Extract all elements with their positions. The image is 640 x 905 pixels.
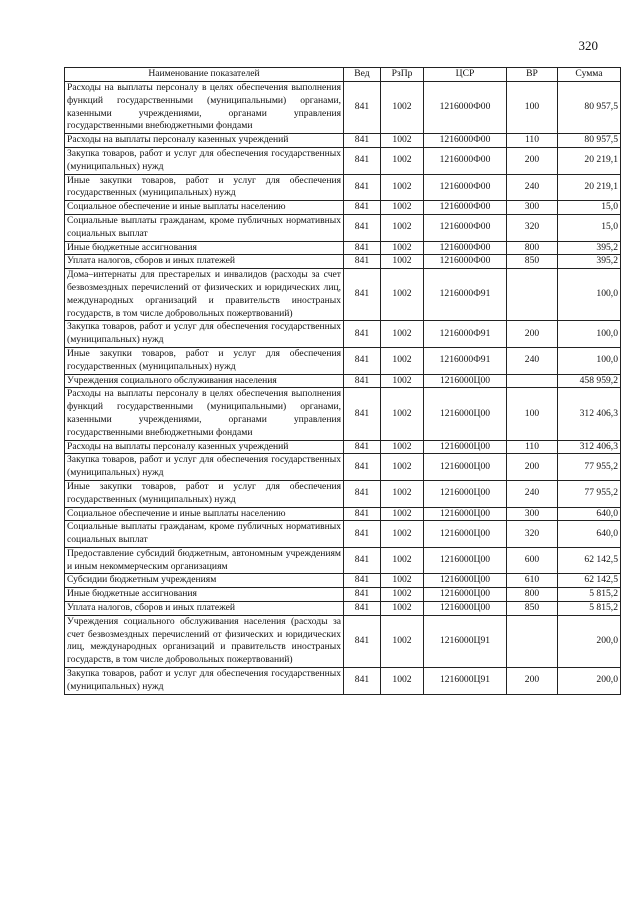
cell-vr: 200 (507, 454, 558, 481)
cell-vr: 300 (507, 507, 558, 521)
cell-csr: 1216000Ц00 (424, 440, 507, 454)
cell-sum: 5 815,2 (558, 588, 621, 602)
cell-sum: 100,0 (558, 347, 621, 374)
cell-csr: 1216000Ц00 (424, 547, 507, 574)
cell-csr: 1216000Ц00 (424, 388, 507, 440)
cell-rzpr: 1002 (381, 134, 424, 148)
table-row (65, 574, 621, 588)
cell-rzpr: 1002 (381, 574, 424, 588)
cell-ved: 841 (344, 255, 381, 269)
cell-ved: 841 (344, 480, 381, 507)
cell-ved: 841 (344, 454, 381, 481)
cell-vr: 110 (507, 440, 558, 454)
cell-name: Иные закупки товаров, работ и услуг для обеспечения государственных (муниципальных) нужд (65, 480, 344, 507)
table-row (65, 201, 621, 215)
cell-rzpr: 1002 (381, 521, 424, 548)
cell-sum: 62 142,5 (558, 574, 621, 588)
cell-name: Социальные выплаты гражданам, кроме публичных нормативных социальных выплат (65, 521, 344, 548)
cell-ved: 841 (344, 134, 381, 148)
cell-name: Учреждения социального обслуживания населения (расходы за счет безвозмездных перечислений от физических и юридических лиц, международных организаций и правительств иностраных государств, в том числе добровольных пожертвований) (65, 615, 344, 667)
cell-ved: 841 (344, 321, 381, 348)
table-row (65, 241, 621, 255)
cell-csr: 1216000Ф91 (424, 269, 507, 321)
cell-ved: 841 (344, 147, 381, 174)
cell-name: Закупка товаров, работ и услуг для обеспечения государственных (муниципальных) нужд (65, 668, 344, 695)
cell-sum: 5 815,2 (558, 602, 621, 616)
cell-vr (507, 269, 558, 321)
cell-rzpr: 1002 (381, 388, 424, 440)
cell-rzpr: 1002 (381, 201, 424, 215)
cell-name: Расходы на выплаты персоналу казенных учреждений (65, 134, 344, 148)
cell-csr: 1216000Ф91 (424, 347, 507, 374)
cell-name: Учреждения социального обслуживания населения (65, 374, 344, 388)
cell-rzpr: 1002 (381, 480, 424, 507)
cell-name: Социальные выплаты гражданам, кроме публичных нормативных социальных выплат (65, 214, 344, 241)
cell-vr: 200 (507, 668, 558, 695)
cell-name: Закупка товаров, работ и услуг для обеспечения государственных (муниципальных) нужд (65, 321, 344, 348)
table-row (65, 82, 621, 134)
cell-sum: 77 955,2 (558, 454, 621, 481)
cell-rzpr: 1002 (381, 82, 424, 134)
cell-name: Иные бюджетные ассигнования (65, 588, 344, 602)
cell-sum: 200,0 (558, 615, 621, 667)
cell-csr: 1216000Ф00 (424, 134, 507, 148)
cell-vr: 240 (507, 480, 558, 507)
cell-rzpr: 1002 (381, 668, 424, 695)
header-sum: Сумма (558, 68, 621, 82)
cell-vr: 610 (507, 574, 558, 588)
table-row (65, 588, 621, 602)
table-row (65, 547, 621, 574)
cell-ved: 841 (344, 615, 381, 667)
cell-ved: 841 (344, 388, 381, 440)
cell-ved: 841 (344, 201, 381, 215)
cell-csr: 1216000Ц91 (424, 668, 507, 695)
cell-csr: 1216000Ф00 (424, 255, 507, 269)
cell-csr: 1216000Ф00 (424, 174, 507, 201)
cell-csr: 1216000Ф00 (424, 201, 507, 215)
cell-sum: 395,2 (558, 241, 621, 255)
cell-vr: 240 (507, 347, 558, 374)
cell-name: Расходы на выплаты персоналу в целях обеспечения выполнения функций государственными (муниципальными) органами, казенными учреждениями, органами управления государственными внебюджетными фондами (65, 388, 344, 440)
cell-ved: 841 (344, 440, 381, 454)
cell-vr: 200 (507, 147, 558, 174)
cell-ved: 841 (344, 269, 381, 321)
cell-ved: 841 (344, 82, 381, 134)
cell-sum: 312 406,3 (558, 388, 621, 440)
cell-csr: 1216000Ц91 (424, 615, 507, 667)
cell-rzpr: 1002 (381, 147, 424, 174)
cell-sum: 312 406,3 (558, 440, 621, 454)
cell-sum: 640,0 (558, 521, 621, 548)
cell-vr: 320 (507, 214, 558, 241)
cell-vr: 800 (507, 241, 558, 255)
cell-sum: 200,0 (558, 668, 621, 695)
table-row (65, 507, 621, 521)
cell-csr: 1216000Ц00 (424, 521, 507, 548)
cell-ved: 841 (344, 588, 381, 602)
cell-ved: 841 (344, 521, 381, 548)
table-row (65, 374, 621, 388)
cell-vr: 110 (507, 134, 558, 148)
cell-sum: 20 219,1 (558, 174, 621, 201)
table-row (65, 134, 621, 148)
cell-csr: 1216000Ф00 (424, 214, 507, 241)
table-row (65, 521, 621, 548)
table-row (65, 147, 621, 174)
header-rzpr: РзПр (381, 68, 424, 82)
cell-vr: 100 (507, 82, 558, 134)
table-row (65, 615, 621, 667)
cell-vr: 300 (507, 201, 558, 215)
cell-rzpr: 1002 (381, 547, 424, 574)
cell-name: Уплата налогов, сборов и иных платежей (65, 602, 344, 616)
cell-rzpr: 1002 (381, 214, 424, 241)
cell-csr: 1216000Ц00 (424, 574, 507, 588)
cell-vr: 240 (507, 174, 558, 201)
header-name: Наименование показателей (65, 68, 344, 82)
table-row (65, 440, 621, 454)
cell-ved: 841 (344, 547, 381, 574)
cell-sum: 62 142,5 (558, 547, 621, 574)
cell-name: Расходы на выплаты персоналу в целях обеспечения выполнения функций государственными (муниципальными) органами, казенными учреждениями, органами управления государственными внебюджетными фондами (65, 82, 344, 134)
cell-ved: 841 (344, 602, 381, 616)
cell-sum: 80 957,5 (558, 134, 621, 148)
cell-vr: 600 (507, 547, 558, 574)
cell-rzpr: 1002 (381, 174, 424, 201)
cell-name: Предоставление субсидий бюджетным, автономным учреждениям и иным некоммерческим организациям (65, 547, 344, 574)
cell-vr: 320 (507, 521, 558, 548)
cell-vr (507, 374, 558, 388)
cell-name: Иные бюджетные ассигнования (65, 241, 344, 255)
cell-csr: 1216000Ц00 (424, 588, 507, 602)
cell-csr: 1216000Ф00 (424, 241, 507, 255)
cell-name: Закупка товаров, работ и услуг для обеспечения государственных (муниципальных) нужд (65, 454, 344, 481)
table-row (65, 388, 621, 440)
cell-name: Закупка товаров, работ и услуг для обеспечения государственных (муниципальных) нужд (65, 147, 344, 174)
header-vr: ВР (507, 68, 558, 82)
table-body (65, 82, 621, 695)
cell-sum: 640,0 (558, 507, 621, 521)
cell-csr: 1216000Ц00 (424, 602, 507, 616)
table-row (65, 321, 621, 348)
cell-vr: 850 (507, 602, 558, 616)
table-row (65, 347, 621, 374)
cell-ved: 841 (344, 374, 381, 388)
cell-csr: 1216000Ц00 (424, 480, 507, 507)
cell-vr: 850 (507, 255, 558, 269)
cell-sum: 15,0 (558, 201, 621, 215)
cell-csr: 1216000Ф00 (424, 147, 507, 174)
cell-vr: 800 (507, 588, 558, 602)
cell-rzpr: 1002 (381, 440, 424, 454)
table-row (65, 255, 621, 269)
table-row (65, 269, 621, 321)
cell-csr: 1216000Ц00 (424, 454, 507, 481)
cell-rzpr: 1002 (381, 615, 424, 667)
cell-rzpr: 1002 (381, 374, 424, 388)
cell-csr: 1216000Ц00 (424, 374, 507, 388)
cell-ved: 841 (344, 507, 381, 521)
cell-sum: 100,0 (558, 321, 621, 348)
cell-sum: 15,0 (558, 214, 621, 241)
cell-ved: 841 (344, 347, 381, 374)
cell-sum: 80 957,5 (558, 82, 621, 134)
table-row (65, 602, 621, 616)
cell-sum: 77 955,2 (558, 480, 621, 507)
cell-ved: 841 (344, 574, 381, 588)
cell-vr (507, 615, 558, 667)
cell-rzpr: 1002 (381, 269, 424, 321)
cell-ved: 841 (344, 668, 381, 695)
cell-sum: 395,2 (558, 255, 621, 269)
cell-rzpr: 1002 (381, 347, 424, 374)
cell-name: Иные закупки товаров, работ и услуг для обеспечения государственных (муниципальных) нужд (65, 174, 344, 201)
cell-csr: 1216000Ц00 (424, 507, 507, 521)
header-ved: Вед (344, 68, 381, 82)
cell-rzpr: 1002 (381, 602, 424, 616)
cell-rzpr: 1002 (381, 454, 424, 481)
budget-table (64, 67, 621, 695)
table-row (65, 480, 621, 507)
cell-name: Уплата налогов, сборов и иных платежей (65, 255, 344, 269)
cell-vr: 200 (507, 321, 558, 348)
cell-rzpr: 1002 (381, 241, 424, 255)
cell-rzpr: 1002 (381, 507, 424, 521)
cell-name: Иные закупки товаров, работ и услуг для обеспечения государственных (муниципальных) нужд (65, 347, 344, 374)
cell-name: Дома–интернаты для престарелых и инвалидов (расходы за счет безвозмездных перечислений от физических и юридических лиц, международных организаций и правительств иностраных государств, в том числе добровольных пожертвований) (65, 269, 344, 321)
header-csr: ЦСР (424, 68, 507, 82)
cell-sum: 458 959,2 (558, 374, 621, 388)
cell-csr: 1216000Ф00 (424, 82, 507, 134)
cell-rzpr: 1002 (381, 588, 424, 602)
table-header-row (65, 68, 621, 82)
cell-csr: 1216000Ф91 (424, 321, 507, 348)
cell-rzpr: 1002 (381, 255, 424, 269)
cell-ved: 841 (344, 214, 381, 241)
cell-name: Расходы на выплаты персоналу казенных учреждений (65, 440, 344, 454)
cell-sum: 20 219,1 (558, 147, 621, 174)
cell-vr: 100 (507, 388, 558, 440)
page-number: 320 (578, 38, 598, 53)
cell-name: Социальное обеспечение и иные выплаты населению (65, 507, 344, 521)
cell-ved: 841 (344, 174, 381, 201)
cell-rzpr: 1002 (381, 321, 424, 348)
cell-name: Субсидии бюджетным учреждениям (65, 574, 344, 588)
table-row (65, 214, 621, 241)
cell-name: Социальное обеспечение и иные выплаты населению (65, 201, 344, 215)
cell-sum: 100,0 (558, 269, 621, 321)
cell-ved: 841 (344, 241, 381, 255)
table-row (65, 454, 621, 481)
table-row (65, 174, 621, 201)
table-row (65, 668, 621, 695)
